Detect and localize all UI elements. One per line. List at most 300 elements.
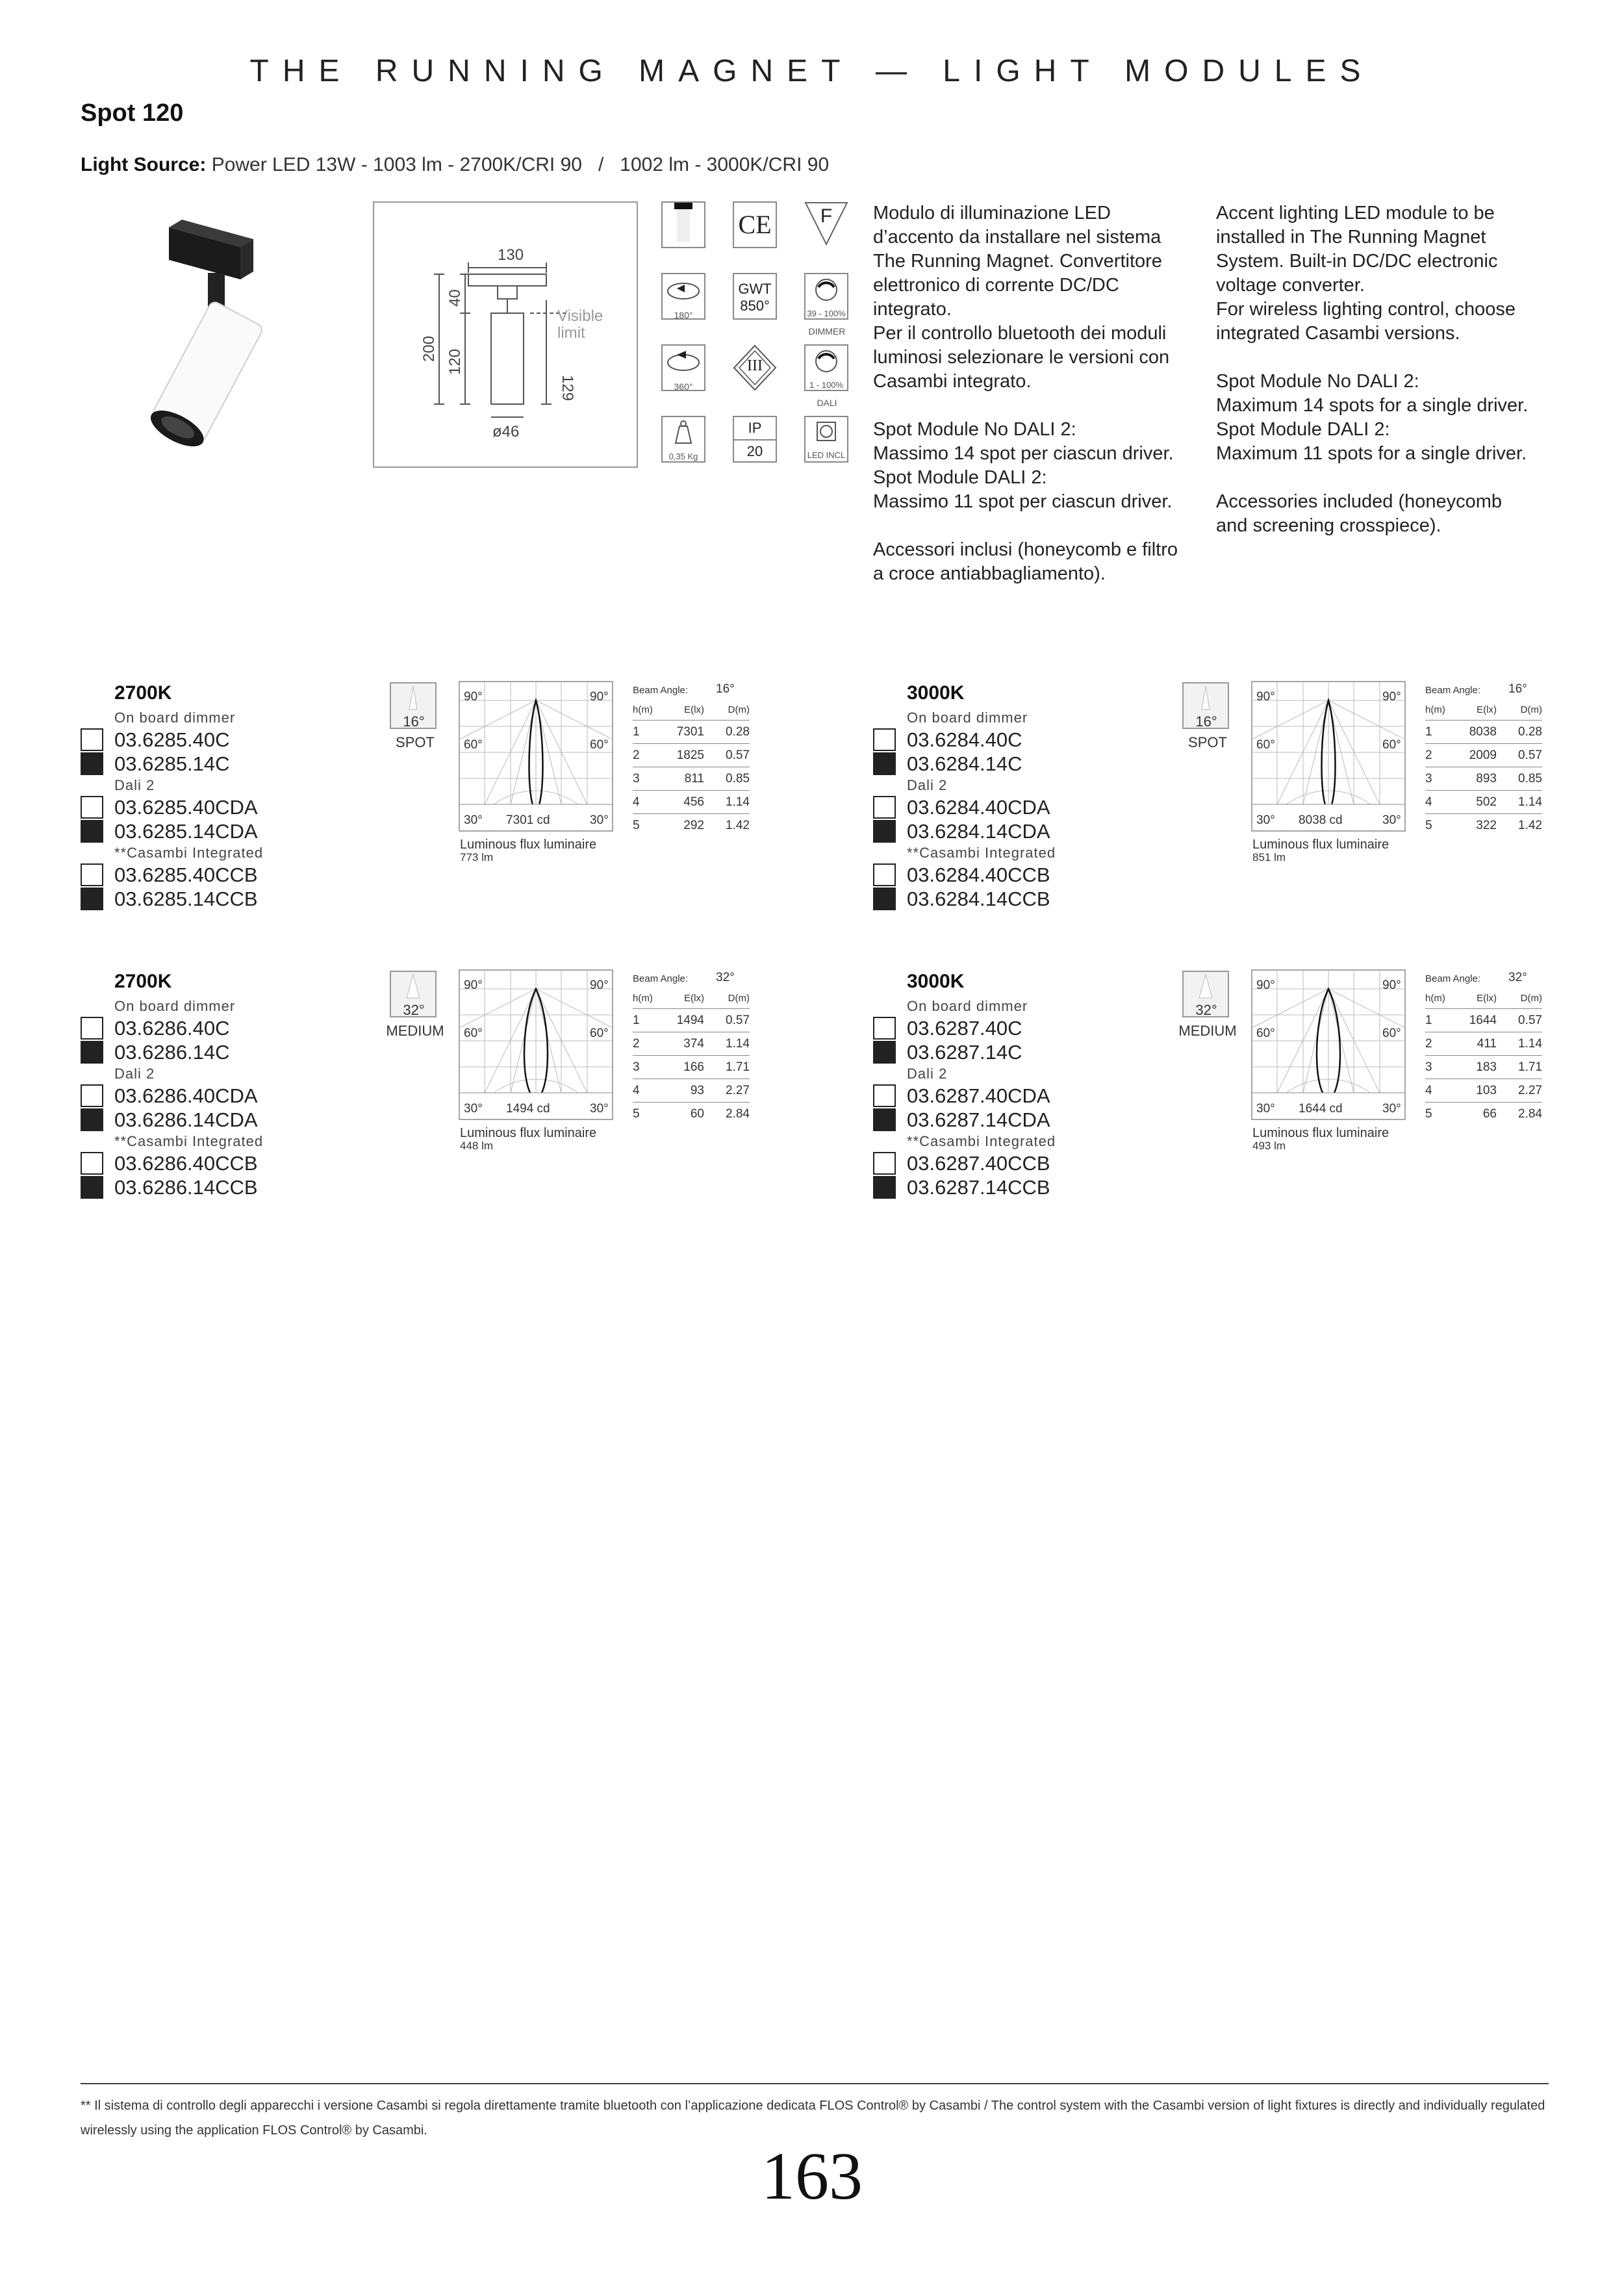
cell-illuminance: 893 <box>1476 772 1497 786</box>
beam-distance-table <box>1425 682 1542 837</box>
cell-diameter: 1.14 <box>726 795 750 809</box>
article-code-row <box>81 1040 353 1064</box>
article-code-list <box>81 708 353 911</box>
cell-illuminance: 166 <box>683 1060 704 1074</box>
beam-table-angle: 16° <box>716 682 735 696</box>
ip-value: 20 <box>746 443 763 459</box>
class-3-icon <box>733 344 777 391</box>
spec-icons <box>656 201 857 474</box>
article-code-row <box>873 887 1146 911</box>
control-type-label: **Casambi Integrated <box>114 845 264 861</box>
dali-caption: DALI <box>817 398 837 408</box>
table-row <box>1425 814 1542 837</box>
led-included-icon <box>804 416 848 463</box>
article-code-row <box>873 863 1146 887</box>
dim-height-total: 200 <box>420 335 438 362</box>
polar-peak-intensity: 8038 cd <box>1299 813 1343 827</box>
beam-table-title: Beam Angle: <box>1425 973 1481 984</box>
article-code-list <box>873 997 1146 1199</box>
cell-diameter: 1.14 <box>1518 795 1542 809</box>
white-finish-swatch <box>81 1152 103 1175</box>
article-code-row <box>81 728 353 752</box>
beam-type: SPOT <box>396 734 435 750</box>
cell-height: 5 <box>1425 819 1432 832</box>
article-code: 03.6285.14C <box>114 752 230 775</box>
white-finish-swatch <box>873 863 896 886</box>
control-type-label: **Casambi Integrated <box>114 1133 264 1149</box>
white-finish-swatch <box>81 1017 103 1040</box>
cell-illuminance: 411 <box>1477 1037 1497 1051</box>
beam-table-columns <box>633 989 750 1009</box>
article-code-row <box>81 1016 353 1040</box>
cell-illuminance: 292 <box>683 819 704 832</box>
table-row <box>633 1079 750 1103</box>
article-code: 03.6285.40CCB <box>114 863 258 886</box>
col-height: h(m) <box>1425 704 1445 715</box>
polar-label-60-left: 60° <box>1256 1027 1275 1040</box>
black-finish-swatch <box>81 888 103 910</box>
article-code-list <box>873 708 1146 911</box>
rotation-180-icon <box>661 273 705 320</box>
black-finish-swatch <box>81 1176 103 1199</box>
article-code: 03.6285.40CDA <box>114 796 258 819</box>
table-row <box>1425 767 1542 791</box>
product-image <box>110 208 305 455</box>
white-finish-swatch <box>81 728 103 751</box>
beam-table-title: Beam Angle: <box>633 973 689 984</box>
cell-height: 5 <box>1425 1107 1432 1121</box>
flux-value: 493 lm <box>1252 1140 1286 1152</box>
beam-table-title: Beam Angle: <box>633 685 689 696</box>
cell-illuminance: 103 <box>1476 1084 1497 1097</box>
black-finish-swatch <box>81 752 103 775</box>
polar-label-90-left: 90° <box>464 690 483 704</box>
article-code-row <box>873 728 1146 752</box>
black-finish-swatch <box>81 1108 103 1131</box>
beam-table-header <box>1425 682 1542 700</box>
polar-label-60-left: 60° <box>464 738 483 752</box>
flux-label: Luminous flux luminaire <box>1252 837 1389 852</box>
article-code: 03.6285.14CCB <box>114 888 258 910</box>
article-code-row <box>81 1084 353 1108</box>
black-finish-swatch <box>873 1108 896 1131</box>
beam-type: SPOT <box>1188 734 1227 750</box>
cell-diameter: 0.57 <box>1518 1014 1542 1027</box>
cell-diameter: 0.28 <box>1518 725 1542 739</box>
table-row <box>1425 1079 1542 1103</box>
black-finish-swatch <box>873 752 896 775</box>
table-row <box>633 791 750 814</box>
cell-illuminance: 322 <box>1476 819 1497 832</box>
beam-table-columns <box>633 700 750 721</box>
dimmer-range: 39 - 100% <box>807 309 846 318</box>
cell-illuminance: 1494 <box>676 1014 704 1027</box>
cell-height: 5 <box>633 819 640 832</box>
control-type-label: Dali 2 <box>114 777 155 793</box>
article-code: 03.6284.14CCB <box>907 888 1050 910</box>
col-diameter: D(m) <box>728 704 750 715</box>
polar-label-90-left: 90° <box>464 978 483 992</box>
polar-label-90-right: 90° <box>1382 690 1401 704</box>
dimmer-icon <box>804 273 848 320</box>
cell-height: 5 <box>633 1107 640 1121</box>
article-code-row <box>873 1084 1146 1108</box>
color-temperature: 2700K <box>114 682 172 704</box>
polar-label-60-right: 60° <box>1382 738 1401 752</box>
variant-block <box>81 971 860 1244</box>
beam-table-angle: 32° <box>1508 971 1527 984</box>
control-type-label: Dali 2 <box>907 777 948 793</box>
beam-table-title: Beam Angle: <box>1425 685 1481 696</box>
cell-diameter: 2.84 <box>1518 1107 1542 1121</box>
table-row <box>1425 1103 1542 1125</box>
cell-illuminance: 374 <box>683 1037 704 1051</box>
gwt-label: GWT <box>738 281 772 297</box>
table-row <box>1425 1056 1542 1079</box>
article-code-row <box>81 1108 353 1132</box>
cell-illuminance: 7301 <box>676 725 704 739</box>
beam-table-header <box>1425 971 1542 989</box>
col-diameter: D(m) <box>1520 704 1542 715</box>
gwt-value: 850° <box>740 298 770 314</box>
page-number: 163 <box>761 2139 863 2214</box>
beam-type: MEDIUM <box>386 1023 444 1039</box>
dim-height-body: 120 <box>446 348 464 375</box>
control-type-label: **Casambi Integrated <box>907 1133 1056 1149</box>
beam-table-columns <box>1425 700 1542 721</box>
cell-diameter: 0.57 <box>726 748 750 762</box>
polar-label-90-right: 90° <box>590 690 609 704</box>
article-code-row <box>81 887 353 911</box>
table-row <box>633 721 750 744</box>
beam-angle-value: 16° <box>1195 713 1217 730</box>
cell-height: 1 <box>1425 1014 1432 1027</box>
article-code-row <box>873 752 1146 776</box>
white-finish-swatch <box>81 1084 103 1107</box>
casambi-footnote: ** Il sistema di controllo degli apparecchi i versione Casambi si regola direttamente tramite bluetooth con l’applicazione dedicata FLOS Control® by Casambi / The control system with the Casambi version of light fixtures is directly and individually regulated wirelessly using the application FLOS Control® by Casambi. <box>81 2083 1549 2143</box>
article-code: 03.6284.40CCB <box>907 863 1050 886</box>
cell-diameter: 2.84 <box>726 1107 750 1121</box>
cell-illuminance: 456 <box>683 795 704 809</box>
ip-rating-icon <box>733 416 777 463</box>
color-temperature: 3000K <box>907 971 965 992</box>
table-row <box>1425 721 1542 744</box>
dimmer-caption: DIMMER <box>808 326 846 337</box>
beam-angle-value: 32° <box>1195 1002 1217 1018</box>
beam-distance-table <box>1425 971 1542 1125</box>
cell-illuminance: 1644 <box>1469 1014 1497 1027</box>
article-code: 03.6285.40C <box>114 728 230 751</box>
article-code-row <box>81 1151 353 1175</box>
beam-table-angle: 16° <box>1508 682 1527 696</box>
polar-label-30-right: 30° <box>590 813 609 827</box>
table-row <box>1425 744 1542 767</box>
article-code: 03.6284.40CDA <box>907 796 1050 819</box>
beam-angle-value: 16° <box>403 713 425 730</box>
table-row <box>633 1009 750 1032</box>
polar-label-30-left: 30° <box>464 813 483 827</box>
cell-height: 1 <box>633 1014 640 1027</box>
beam-table-header <box>633 971 750 989</box>
white-finish-swatch <box>873 1017 896 1040</box>
polar-label-30-left: 30° <box>1256 813 1275 827</box>
dali-range: 1 - 100% <box>809 380 844 390</box>
black-finish-swatch <box>873 1041 896 1064</box>
col-illuminance: E(lx) <box>1477 704 1497 715</box>
light-source-line <box>81 154 829 176</box>
article-code: 03.6286.40C <box>114 1017 230 1040</box>
article-code: 03.6287.14C <box>907 1041 1022 1064</box>
variant-block <box>81 682 860 955</box>
article-code-row <box>873 1108 1146 1132</box>
black-finish-swatch <box>81 1041 103 1064</box>
article-code: 03.6287.14CCB <box>907 1176 1050 1199</box>
class-3-text: III <box>747 357 763 374</box>
article-code: 03.6284.40C <box>907 728 1022 751</box>
control-type-label: On board dimmer <box>907 709 1028 726</box>
cell-illuminance: 60 <box>690 1107 704 1121</box>
article-code-row <box>873 1175 1146 1199</box>
polar-label-90-right: 90° <box>590 978 609 992</box>
cell-height: 1 <box>633 725 640 739</box>
polar-label-60-right: 60° <box>590 1027 609 1040</box>
gwt-icon <box>733 273 777 320</box>
beam-distance-table <box>633 971 750 1125</box>
article-code-row <box>81 1175 353 1199</box>
beam-table-angle: 32° <box>716 971 735 984</box>
flux-label: Luminous flux luminaire <box>460 1126 597 1140</box>
cell-illuminance: 8038 <box>1469 725 1497 739</box>
polar-label-90-left: 90° <box>1256 978 1275 992</box>
cell-illuminance: 183 <box>1476 1060 1497 1074</box>
visible-limit-line2: limit <box>557 324 585 342</box>
dimension-drawing <box>374 203 637 466</box>
col-diameter: D(m) <box>1520 993 1542 1004</box>
flux-caption <box>460 1127 596 1153</box>
article-code: 03.6284.14C <box>907 752 1022 775</box>
col-illuminance: E(lx) <box>684 704 704 715</box>
article-code: 03.6286.14C <box>114 1041 230 1064</box>
weight-value: 0,35 Kg <box>668 452 698 461</box>
article-code: 03.6287.40C <box>907 1017 1022 1040</box>
table-row <box>1425 1009 1542 1032</box>
cell-height: 3 <box>633 772 640 786</box>
polar-label-30-right: 30° <box>1382 1102 1401 1116</box>
article-code-list <box>81 997 353 1199</box>
visible-limit-line1: Visible <box>557 307 603 325</box>
dim-height-side: 129 <box>559 375 576 402</box>
col-illuminance: E(lx) <box>684 993 704 1004</box>
led-included-label: LED INCL <box>807 450 846 460</box>
table-row <box>633 1056 750 1079</box>
description-english: Accent lighting LED module to be installed in The Running Magnet System. Built-in DC/DC electronic voltage converter. For wireless lighting control, choose integrated Casambi versions. Spot Module No DALI 2: Maximum 14 spots for a single driver. Spot Module DALI 2: Maximum 11 spots for a single driver. Accessories included (honeycomb and screening crosspiece). <box>1216 203 1529 536</box>
article-code-row <box>81 819 353 843</box>
control-type-label: On board dimmer <box>114 998 236 1014</box>
cell-diameter: 1.14 <box>726 1037 750 1051</box>
flux-caption <box>1252 838 1389 864</box>
white-finish-swatch <box>81 863 103 886</box>
article-code-row <box>873 819 1146 843</box>
article-code: 03.6286.14CDA <box>114 1108 258 1131</box>
control-type-label: On board dimmer <box>114 709 236 726</box>
cell-diameter: 2.27 <box>1518 1084 1542 1097</box>
article-code: 03.6285.14CDA <box>114 820 258 843</box>
track-icon <box>661 201 705 248</box>
cell-height: 4 <box>633 1084 640 1097</box>
table-row <box>1425 791 1542 814</box>
table-row <box>633 767 750 791</box>
light-source-text: Power LED 13W - 1003 lm - 2700K/CRI 90 / 1002 lm - 3000K/CRI 90 <box>211 154 830 175</box>
polar-label-90-left: 90° <box>1256 690 1275 704</box>
variant-block <box>873 971 1624 1244</box>
polar-peak-intensity: 7301 cd <box>506 813 550 827</box>
color-temperature: 2700K <box>114 971 172 992</box>
cell-diameter: 0.57 <box>726 1014 750 1027</box>
black-finish-swatch <box>873 888 896 910</box>
polar-peak-intensity: 1644 cd <box>1299 1102 1343 1116</box>
cell-height: 3 <box>633 1060 640 1074</box>
article-code-row <box>873 1016 1146 1040</box>
dim-diameter: ø46 <box>492 423 520 441</box>
rotation-360-icon <box>661 344 705 391</box>
polar-label-60-right: 60° <box>590 738 609 752</box>
col-height: h(m) <box>633 993 653 1004</box>
cell-illuminance: 66 <box>1482 1107 1497 1121</box>
dim-height-top: 40 <box>446 289 464 307</box>
black-finish-swatch <box>873 820 896 843</box>
light-source-label: Light Source: <box>81 154 207 175</box>
article-code-row <box>81 752 353 776</box>
cell-diameter: 0.85 <box>1518 772 1542 786</box>
cell-diameter: 1.71 <box>1518 1060 1542 1074</box>
polar-label-30-left: 30° <box>464 1102 483 1116</box>
cell-height: 3 <box>1425 1060 1432 1074</box>
flux-label: Luminous flux luminaire <box>460 837 597 852</box>
article-code: 03.6284.14CDA <box>907 820 1050 843</box>
control-type-label: **Casambi Integrated <box>907 845 1056 861</box>
table-row <box>633 814 750 837</box>
cell-illuminance: 1825 <box>676 748 704 762</box>
flux-label: Luminous flux luminaire <box>1252 1126 1389 1140</box>
f-mark-icon <box>804 201 848 248</box>
polar-label-60-left: 60° <box>464 1027 483 1040</box>
flux-value: 448 lm <box>460 1140 494 1152</box>
control-type-label: On board dimmer <box>907 998 1028 1014</box>
article-code-row <box>81 863 353 887</box>
polar-label-30-left: 30° <box>1256 1102 1275 1116</box>
article-code-row <box>873 1040 1146 1064</box>
col-illuminance: E(lx) <box>1477 993 1497 1004</box>
weight-icon <box>661 416 705 463</box>
col-diameter: D(m) <box>728 993 750 1004</box>
table-row <box>633 1103 750 1125</box>
cell-illuminance: 2009 <box>1469 748 1497 762</box>
polar-label-30-right: 30° <box>590 1102 609 1116</box>
cell-height: 3 <box>1425 772 1432 786</box>
variant-block <box>873 682 1624 955</box>
ip-label: IP <box>734 417 776 441</box>
cell-height: 1 <box>1425 725 1432 739</box>
cell-illuminance: 502 <box>1476 795 1497 809</box>
cell-illuminance: 93 <box>690 1084 704 1097</box>
cell-diameter: 2.27 <box>726 1084 750 1097</box>
cell-height: 4 <box>633 795 640 809</box>
cell-illuminance: 811 <box>684 772 704 786</box>
control-type-label: Dali 2 <box>907 1066 948 1082</box>
article-code: 03.6287.14CDA <box>907 1108 1050 1131</box>
col-height: h(m) <box>1425 993 1445 1004</box>
cell-diameter: 1.42 <box>726 819 750 832</box>
product-title: Spot 120 <box>81 99 184 127</box>
white-finish-swatch <box>81 796 103 819</box>
cell-height: 2 <box>1425 1037 1432 1051</box>
cell-height: 2 <box>1425 748 1432 762</box>
article-code: 03.6286.40CDA <box>114 1084 258 1107</box>
table-row <box>633 744 750 767</box>
cell-height: 4 <box>1425 1084 1432 1097</box>
cell-height: 2 <box>633 748 640 762</box>
article-code: 03.6286.14CCB <box>114 1176 258 1199</box>
polar-label-90-right: 90° <box>1382 978 1401 992</box>
polar-peak-intensity: 1494 cd <box>506 1102 550 1116</box>
flux-value: 851 lm <box>1252 851 1286 863</box>
rotation-360-label: 360° <box>674 381 693 392</box>
beam-angle-value: 32° <box>403 1002 425 1018</box>
cell-diameter: 1.71 <box>726 1060 750 1074</box>
beam-distance-table <box>633 682 750 837</box>
color-temperature: 3000K <box>907 682 965 704</box>
cell-diameter: 1.42 <box>1518 819 1542 832</box>
ce-mark-icon <box>733 201 777 248</box>
f-mark-text: F <box>820 205 833 227</box>
technical-drawing <box>373 201 638 468</box>
control-type-label: Dali 2 <box>114 1066 155 1082</box>
article-code: 03.6287.40CCB <box>907 1152 1050 1175</box>
table-row <box>1425 1032 1542 1056</box>
cell-diameter: 0.57 <box>1518 748 1542 762</box>
description-italian: Modulo di illuminazione LED d’accento da installare nel sistema The Running Magnet. Convertitore elettronico di corrente DC/DC integrato. Per il controllo bluetooth dei moduli luminosi selezionare le versioni con Casambi integrato. Spot Module No DALI 2: Massimo 14 spot per ciascun driver. Spot Module DALI 2: Massimo 11 spot per ciascun driver. Accessori inclusi (honeycomb e filtro a croce antiabbagliamento). <box>873 203 1178 584</box>
rotation-180-label: 180° <box>674 310 693 320</box>
article-code: 03.6286.40CCB <box>114 1152 258 1175</box>
cell-diameter: 1.14 <box>1518 1037 1542 1051</box>
flux-caption <box>1252 1127 1389 1153</box>
article-code: 03.6287.40CDA <box>907 1084 1050 1107</box>
cell-height: 4 <box>1425 795 1432 809</box>
white-finish-swatch <box>873 1152 896 1175</box>
black-finish-swatch <box>81 820 103 843</box>
article-code-row <box>873 1151 1146 1175</box>
polar-label-30-right: 30° <box>1382 813 1401 827</box>
polar-label-60-left: 60° <box>1256 738 1275 752</box>
white-finish-swatch <box>873 728 896 751</box>
col-height: h(m) <box>633 704 653 715</box>
flux-value: 773 lm <box>460 851 494 863</box>
polar-label-60-right: 60° <box>1382 1027 1401 1040</box>
article-code-row <box>81 795 353 819</box>
flux-caption <box>460 838 596 864</box>
white-finish-swatch <box>873 796 896 819</box>
cell-diameter: 0.28 <box>726 725 750 739</box>
dali-icon <box>804 344 848 391</box>
cell-diameter: 0.85 <box>726 772 750 786</box>
white-finish-swatch <box>873 1084 896 1107</box>
dim-width: 130 <box>498 246 524 264</box>
series-header: THE RUNNING MAGNET — LIGHT MODULES <box>249 54 1375 88</box>
cell-height: 2 <box>633 1037 640 1051</box>
ce-mark-text: CE <box>738 210 772 239</box>
table-row <box>633 1032 750 1056</box>
beam-table-columns <box>1425 989 1542 1009</box>
